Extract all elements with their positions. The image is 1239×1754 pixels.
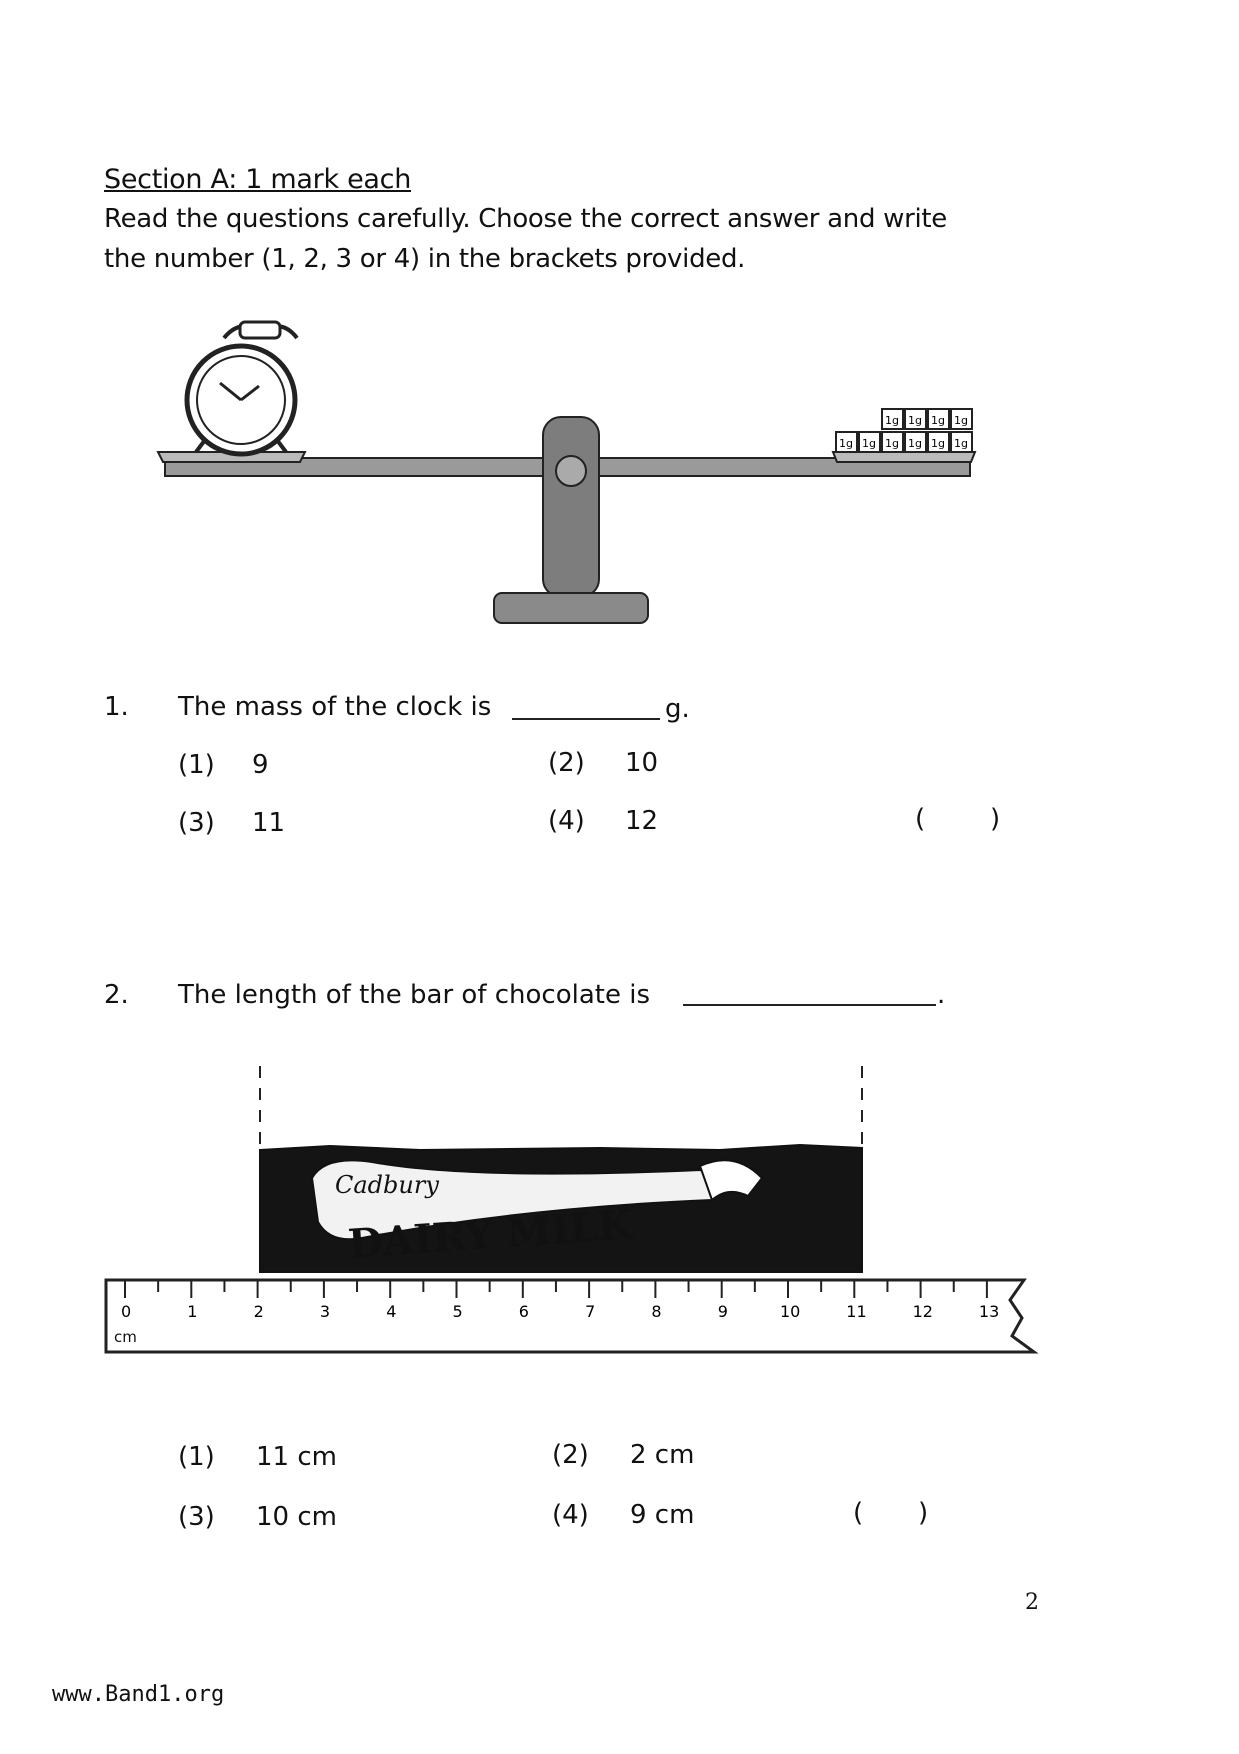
ruler-label: 8 (651, 1302, 662, 1321)
ruler-label: 3 (319, 1302, 331, 1321)
q1-bracket-open[interactable]: ( (915, 804, 926, 834)
q2-option-4-number: (4) (552, 1500, 589, 1530)
ruler-label: 5 (452, 1302, 463, 1321)
q1-option-4-number: (4) (548, 806, 585, 836)
q1-number: 1. (104, 692, 129, 722)
ruler-label: 13 (978, 1302, 1000, 1321)
weight-label: 1g (885, 437, 899, 450)
ruler-body (106, 1280, 1034, 1352)
weight-label: 1g (839, 437, 853, 450)
ruler-label: 4 (386, 1302, 397, 1321)
ruler-label: 10 (780, 1302, 801, 1321)
q1-option-3-value: 11 (252, 808, 286, 838)
q2-bracket-open[interactable]: ( (853, 1498, 864, 1528)
footer-url: www.Band1.org (52, 1682, 225, 1707)
q2-option-3-value: 10 cm (256, 1502, 337, 1532)
q1-option-2-number: (2) (548, 748, 585, 778)
weight-label: 1g (885, 414, 899, 427)
q1-option-3-number: (3) (178, 808, 215, 838)
weight-label: 1g (954, 437, 968, 450)
weight-label: 1g (908, 437, 922, 450)
instructions-line-2: the number (1, 2, 3 or 4) in the brackets provided. (104, 244, 746, 274)
brand-logo: Cadbury (335, 1171, 439, 1199)
product-logo: DAIRY MILK (346, 1201, 634, 1268)
q1-text: The mass of the clock is (178, 692, 492, 722)
ruler-label: 6 (518, 1302, 529, 1321)
ruler-unit-label: cm (114, 1328, 137, 1346)
weight-label: 1g (931, 437, 945, 450)
section-title: Section A: 1 mark each (104, 164, 412, 195)
ruler-label: 9 (717, 1302, 728, 1321)
q2-text: The length of the bar of chocolate is (178, 980, 650, 1010)
ruler-label: 1 (187, 1302, 198, 1321)
weight-label: 1g (908, 414, 922, 427)
instructions-line-1: Read the questions carefully. Choose the correct answer and write (104, 204, 948, 234)
weight-label: 1g (862, 437, 876, 450)
ruler-label: 0 (121, 1302, 132, 1321)
q1-bracket-close[interactable]: ) (990, 804, 1001, 834)
q1-unit: g. (665, 694, 690, 724)
q2-bracket-close[interactable]: ) (918, 1498, 929, 1528)
q2-option-1-number: (1) (178, 1442, 215, 1472)
q2-option-4-value: 9 cm (630, 1500, 695, 1530)
ruler-label: 7 (585, 1302, 596, 1321)
q2-option-2-number: (2) (552, 1440, 589, 1470)
q2-number: 2. (104, 980, 129, 1010)
q1-option-1-value: 9 (252, 750, 269, 780)
q2-option-2-value: 2 cm (630, 1440, 695, 1470)
page-number: 2 (1025, 1590, 1039, 1615)
ruler-label: 11 (846, 1302, 867, 1321)
weight-label: 1g (954, 414, 968, 427)
q2-option-3-number: (3) (178, 1502, 215, 1532)
q1-option-4-value: 12 (625, 806, 659, 836)
q2-period: . (937, 980, 946, 1010)
ruler-label: 12 (912, 1302, 933, 1321)
q1-option-1-number: (1) (178, 750, 215, 780)
ruler-label: 2 (253, 1302, 264, 1321)
weight-label: 1g (931, 414, 945, 427)
q1-option-2-value: 10 (625, 748, 659, 778)
q2-option-1-value: 11 cm (256, 1442, 337, 1472)
